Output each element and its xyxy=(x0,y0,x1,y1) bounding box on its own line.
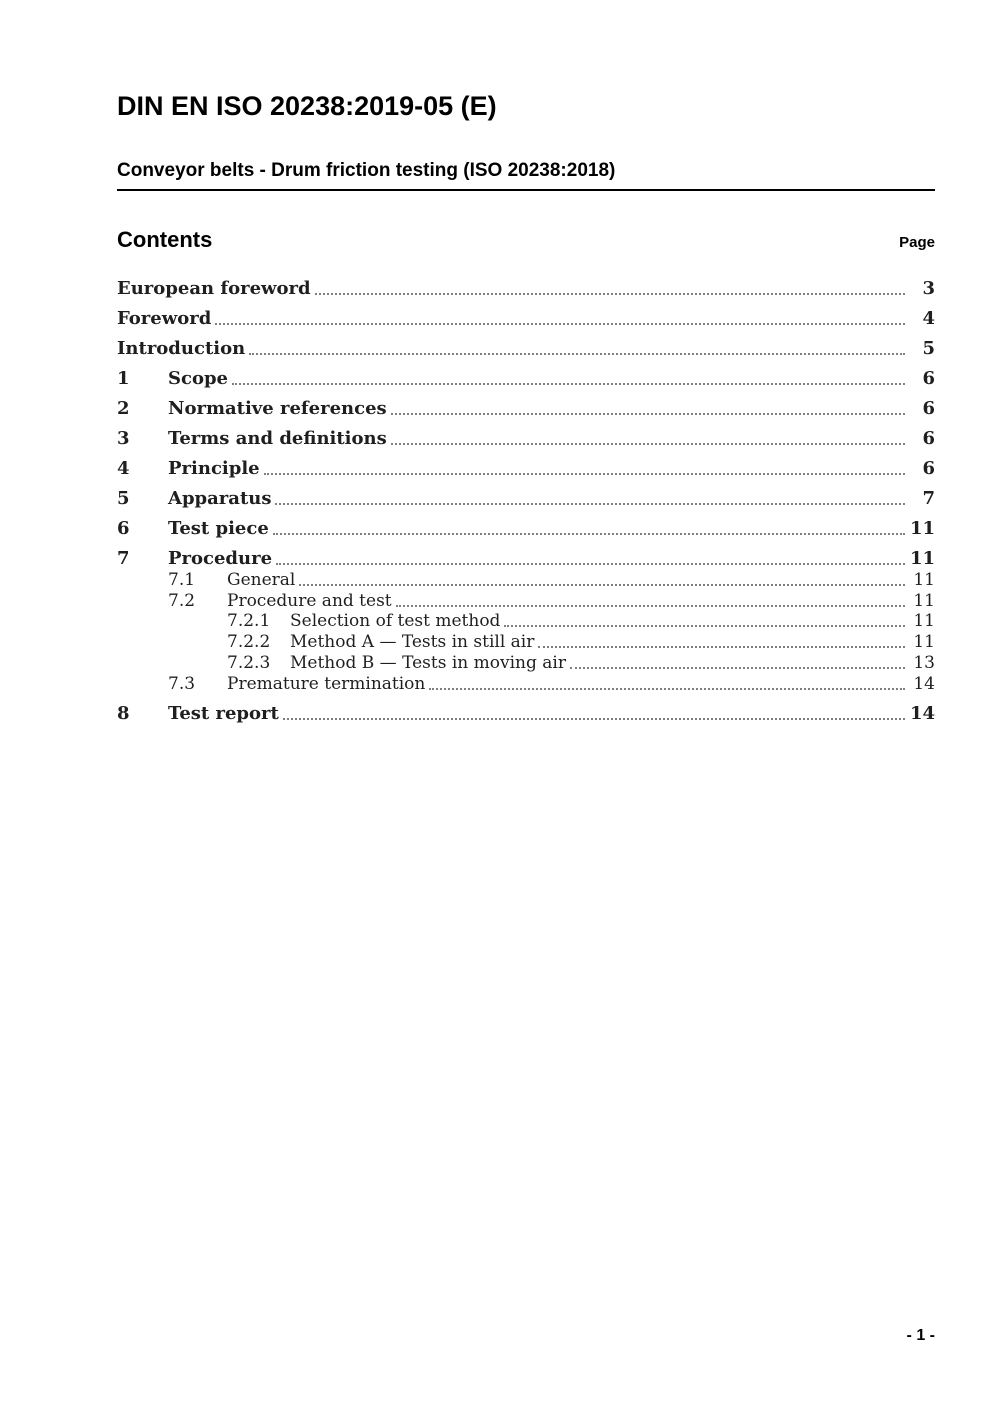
toc-dot-leader xyxy=(249,353,905,355)
toc-entry-label: Method A — Tests in still air xyxy=(290,632,535,653)
toc-dot-leader xyxy=(264,473,905,475)
toc-entry-number: 8 xyxy=(117,702,130,724)
toc-entry-label: Premature termination xyxy=(227,673,426,694)
toc-entry xyxy=(117,591,935,611)
toc-entry xyxy=(117,279,935,299)
toc-entry-label: Apparatus xyxy=(168,488,272,509)
toc-entry-label: Procedure xyxy=(168,548,273,569)
toc-entry-page: 11 xyxy=(913,632,935,653)
toc-entry-page: 6 xyxy=(922,428,935,449)
toc-entry xyxy=(117,549,935,569)
toc-entry-number: 6 xyxy=(117,518,130,539)
toc-entry-label: Method B — Tests in moving air xyxy=(290,652,566,673)
toc-dot-leader xyxy=(538,646,905,648)
toc-dot-leader xyxy=(299,584,905,586)
toc-dot-leader xyxy=(429,688,905,690)
toc-entry xyxy=(117,339,935,359)
toc-entry-page: 13 xyxy=(913,652,935,673)
table-of-contents xyxy=(117,269,935,724)
toc-entry-page: 11 xyxy=(913,590,935,611)
toc-entry-page: 7 xyxy=(922,488,935,509)
toc-dot-leader xyxy=(215,323,905,325)
toc-entry-page: 6 xyxy=(922,368,935,389)
toc-dot-leader xyxy=(396,605,905,607)
toc-entry-number: 7.2.2 xyxy=(227,632,271,653)
toc-entry-label: Selection of test method xyxy=(290,611,501,632)
page-number-footer: - 1 - xyxy=(906,1327,935,1344)
toc-entry-page: 5 xyxy=(922,338,935,359)
toc-entry-page: 14 xyxy=(913,673,935,694)
toc-entry-label: Procedure and test xyxy=(227,590,392,611)
toc-entry-number: 5 xyxy=(117,488,130,509)
page-content xyxy=(117,0,935,1403)
toc-dot-leader xyxy=(232,383,905,385)
toc-entry-page: 11 xyxy=(913,611,935,632)
toc-entry-number: 7 xyxy=(117,548,130,569)
toc-entry xyxy=(117,369,935,389)
toc-entry xyxy=(117,653,935,673)
subtitle-rule xyxy=(117,159,935,191)
toc-entry xyxy=(117,570,935,590)
toc-entry-page: 4 xyxy=(922,308,935,329)
toc-entry-number: 1 xyxy=(117,368,130,389)
toc-dot-leader xyxy=(315,293,905,295)
toc-entry-page: 3 xyxy=(922,278,935,299)
toc-entry-page: 6 xyxy=(922,398,935,419)
toc-dot-leader xyxy=(276,563,905,565)
toc-entry-label: Terms and definitions xyxy=(168,428,387,449)
toc-entry-label: Foreword xyxy=(117,308,212,329)
toc-entry-label: Test report xyxy=(168,702,279,724)
toc-entry-page: 11 xyxy=(913,569,935,590)
document-subtitle: Conveyor belts - Drum friction testing (ISO 20238:2018) xyxy=(117,160,616,181)
toc-entry-page: 11 xyxy=(909,548,935,569)
toc-entry-number: 7.3 xyxy=(168,673,196,694)
toc-entry-label: Test piece xyxy=(168,518,269,539)
toc-entry-label: Normative references xyxy=(168,398,387,419)
toc-entry xyxy=(117,489,935,509)
toc-entry xyxy=(117,309,935,329)
toc-dot-leader xyxy=(391,443,905,445)
toc-entry-number: 7.1 xyxy=(168,569,196,590)
toc-entry xyxy=(117,459,935,479)
toc-entry xyxy=(117,704,935,724)
toc-entry-label: Introduction xyxy=(117,338,246,359)
toc-entry-label: European foreword xyxy=(117,278,311,299)
page-column-label: Page xyxy=(899,234,935,251)
toc-entry xyxy=(117,674,935,694)
toc-dot-leader xyxy=(275,503,905,505)
toc-entry xyxy=(117,399,935,419)
toc-entry-page: 11 xyxy=(909,518,935,539)
toc-entry-label: Principle xyxy=(168,458,260,479)
toc-entry xyxy=(117,429,935,449)
toc-entry-page: 14 xyxy=(909,702,935,724)
toc-entry-number: 3 xyxy=(117,428,130,449)
document-title: DIN EN ISO 20238:2019-05 (E) xyxy=(117,91,497,121)
toc-dot-leader xyxy=(570,667,905,669)
toc-entry-label: General xyxy=(227,569,296,590)
toc-entry-label: Scope xyxy=(168,368,229,389)
toc-dot-leader xyxy=(391,413,905,415)
toc-dot-leader xyxy=(283,718,905,720)
toc-entry xyxy=(117,611,935,631)
toc-entry xyxy=(117,632,935,652)
toc-dot-leader xyxy=(504,625,905,627)
toc-entry-number: 4 xyxy=(117,458,130,479)
toc-entry-page: 6 xyxy=(922,458,935,479)
toc-entry-number: 7.2.1 xyxy=(227,611,271,632)
toc-entry-number: 2 xyxy=(117,398,130,419)
toc-entry xyxy=(117,519,935,539)
toc-entry-number: 7.2 xyxy=(168,590,196,611)
toc-dot-leader xyxy=(273,533,905,535)
contents-heading: Contents xyxy=(117,227,213,252)
toc-entry-number: 7.2.3 xyxy=(227,652,271,673)
contents-header xyxy=(117,226,935,254)
